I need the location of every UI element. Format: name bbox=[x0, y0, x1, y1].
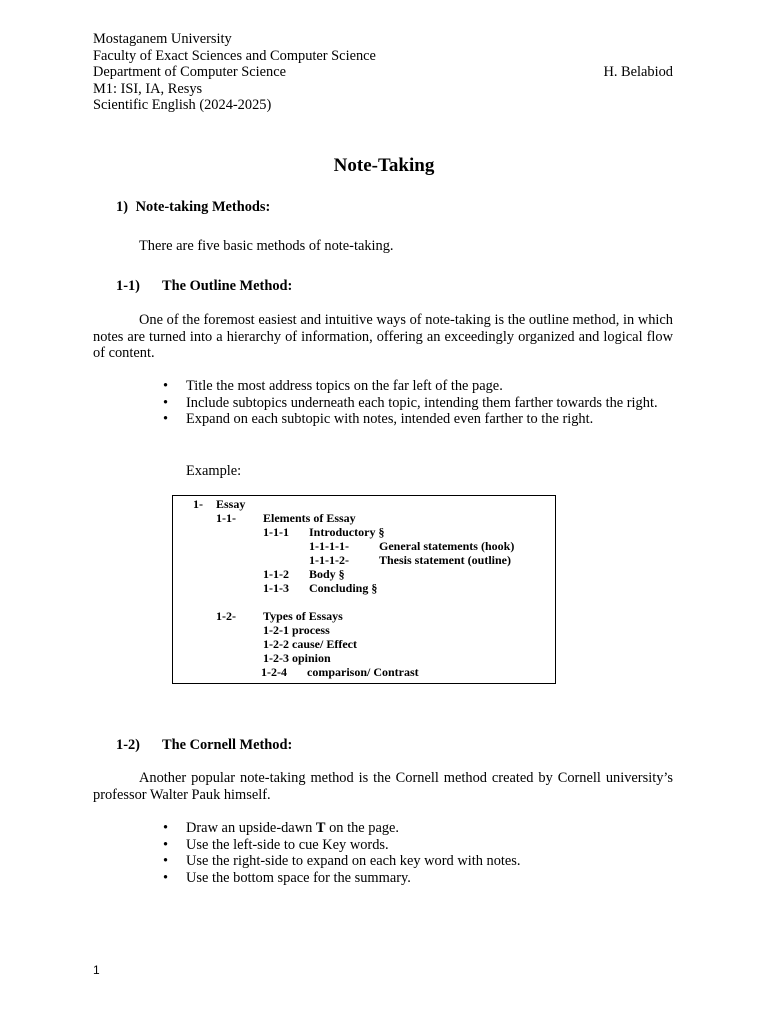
example-outline-box bbox=[172, 495, 556, 684]
list-item: • Include subtopics underneath each topic, intending them farther towards the right. bbox=[163, 394, 658, 411]
bullet-icon: • bbox=[163, 378, 169, 394]
outline-entry: Introductory § bbox=[309, 525, 385, 539]
page-title: Note-Taking bbox=[333, 155, 435, 176]
bullet-icon: • bbox=[163, 853, 169, 869]
cornell-paragraph: Another popular note-taking method is the Cornell method created by Cornell university’s professor Walter Pauk himself. bbox=[93, 770, 673, 803]
course-line: Scientific English (2024-2025) bbox=[93, 97, 272, 113]
bullet-icon: • bbox=[163, 394, 169, 411]
list-item: • Expand on each subtopic with notes, intended even farther to the right. bbox=[163, 411, 594, 427]
outline-entry: Types of Essays bbox=[263, 609, 343, 623]
outline-entry: Essay bbox=[216, 497, 246, 511]
subsection-number: 1-2) bbox=[116, 737, 140, 753]
outline-number: 1-2- bbox=[216, 609, 236, 623]
document-header bbox=[93, 31, 673, 114]
outline-entry: 1-2-2 cause/ Effect bbox=[263, 637, 357, 651]
subsection-heading-outline bbox=[116, 278, 293, 295]
outline-number: 1-1-3 bbox=[263, 581, 289, 595]
page-number: 1 bbox=[93, 963, 100, 977]
author-name: H. Belabiod bbox=[603, 64, 673, 80]
department-row bbox=[93, 64, 673, 81]
outline-number: 1-1-2 bbox=[263, 567, 289, 581]
subsection-number: 1-1) bbox=[116, 278, 140, 294]
bullet-icon: • bbox=[163, 836, 169, 853]
outline-number: 1-2-4 bbox=[261, 665, 287, 679]
subsection-heading-cornell bbox=[116, 737, 293, 754]
outline-entry: Concluding § bbox=[309, 581, 378, 595]
outline-bullet-list bbox=[163, 378, 673, 428]
section-title: Note-taking Methods: bbox=[135, 199, 271, 215]
outline-entry: Body § bbox=[309, 567, 345, 581]
cornell-bullet-list bbox=[163, 820, 673, 886]
outline-number: 1-1-1-2- bbox=[309, 553, 349, 567]
list-item: • Title the most address topics on the far left of the page. bbox=[163, 378, 503, 394]
outline-number: 1-1- bbox=[216, 511, 236, 525]
list-item: • Draw an upside-dawn T on the page. bbox=[163, 820, 400, 836]
bullet-icon: • bbox=[163, 411, 169, 427]
outline-number: 1- bbox=[193, 497, 203, 511]
outline-entry: Elements of Essay bbox=[263, 511, 356, 525]
list-item: • Use the right-side to expand on each key word with notes. bbox=[163, 853, 521, 869]
section-heading-methods bbox=[116, 199, 270, 216]
outline-entry: 1-2-1 process bbox=[263, 623, 330, 637]
outline-entry: Thesis statement (outline) bbox=[379, 553, 511, 567]
outline-entry: comparison/ Contrast bbox=[307, 665, 419, 679]
list-item: • Use the left-side to cue Key words. bbox=[163, 836, 389, 853]
section-number: 1) bbox=[116, 199, 128, 215]
level-line: M1: ISI, IA, Resys bbox=[93, 80, 203, 97]
outline-number: 1-1-1 bbox=[263, 525, 289, 539]
subsection-title: The Cornell Method: bbox=[162, 737, 293, 753]
example-label: Example: bbox=[186, 463, 242, 479]
bold-letter: T bbox=[315, 820, 326, 836]
outline-number: 1-1-1-1- bbox=[309, 539, 349, 553]
outline-entry: 1-2-3 opinion bbox=[263, 651, 331, 665]
outline-paragraph: One of the foremost easiest and intuitive ways of note-taking is the outline method, in which notes are turned into a hierarchy of information, offering an exceedingly organized and logical flow of content. bbox=[93, 312, 673, 361]
department-line: Department of Computer Science bbox=[93, 64, 287, 80]
outline-entry: General statements (hook) bbox=[379, 539, 515, 553]
section-intro: There are five basic methods of note-taking. bbox=[139, 238, 394, 254]
bullet-icon: • bbox=[163, 820, 169, 836]
faculty-line: Faculty of Exact Sciences and Computer Science bbox=[93, 47, 376, 64]
subsection-title: The Outline Method: bbox=[162, 278, 293, 294]
university-line: Mostaganem University bbox=[93, 31, 232, 47]
list-item: • Use the bottom space for the summary. bbox=[163, 869, 411, 886]
bullet-icon: • bbox=[163, 869, 169, 886]
